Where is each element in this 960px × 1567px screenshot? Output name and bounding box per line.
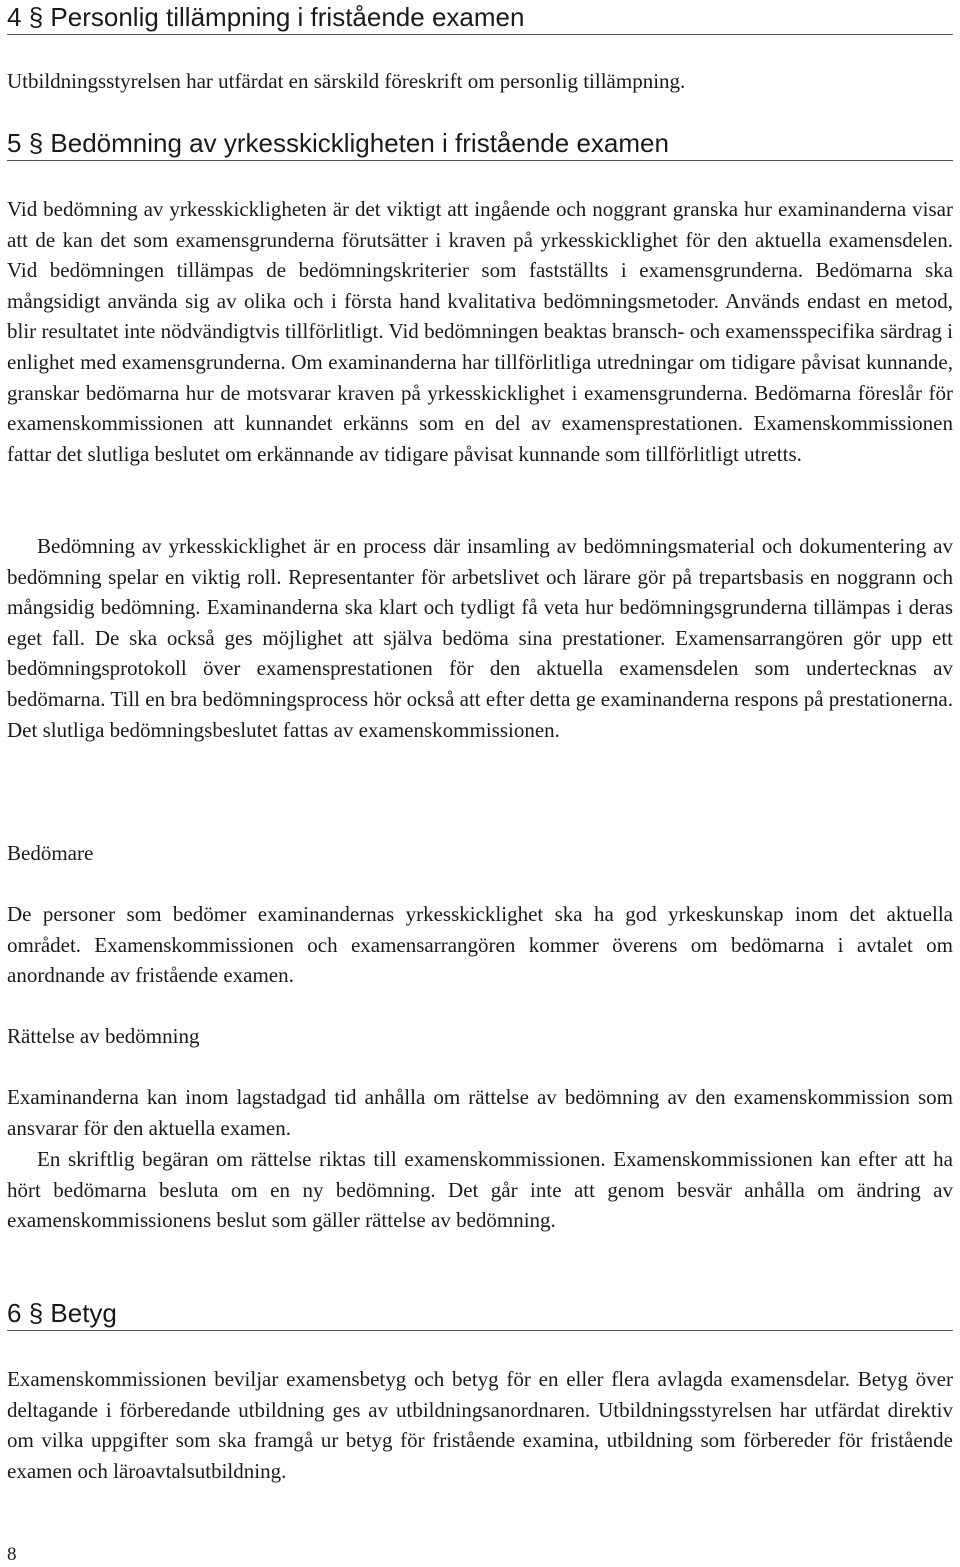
section-4-title: Personlig tillämpning i fristående examen	[50, 2, 525, 32]
section-5-number: 5	[7, 128, 22, 158]
section-5-paragraph-1: Vid bedömning av yrkesskickligheten är det viktigt att ingående och noggrant granska hur examinanderna visar att de kan det som examensgrunderna förutsätter i kraven på yrkesskicklighet för den aktuella examensdelen. Vid bedömningen tillämpas de bedömningskriterier som fastställts i examensgrunderna. Bedömarna ska mångsidigt använda sig av olika och i första hand kvalitativa bedömningsmetoder. Används endast en metod, blir resultatet inte nödvändigtvis tillförlitligt. Vid bedömningen beaktas bransch- och examensspecifika särdrag i enlighet med examensgrunderna. Om examinanderna har tillförlitliga utredningar om tidigare påvisat kunnande, granskar bedömarna hur de motsvarar kraven på yrkesskicklighet i examensgrunderna. Bedömarna föreslår för examenskommissionen att kunnandet erkänns som en del av examensprestationen. Examenskommissionen fattar det slutliga beslutet om erkännande av tidigare påvisat kunnande som tillförlitligt utretts.	[7, 197, 953, 466]
section-5-title: Bedömning av yrkesskickligheten i fristående examen	[50, 128, 669, 158]
subheading-rattelse: Rättelse av bedömning	[7, 1024, 200, 1048]
section-6-number: 6	[7, 1298, 22, 1328]
section-sign: §	[28, 128, 44, 158]
rattelse-paragraph-1: Examinanderna kan inom lagstadgad tid anhålla om rättelse av bedömning av den examenskommission som ansvarar för den aktuella examen.	[7, 1085, 953, 1140]
subheading-bedomare: Bedömare	[7, 841, 94, 865]
section-6-paragraph: Examenskommissionen beviljar examensbetyg och betyg för en eller flera avlagda examensdelar. Betyg över deltagande i förberedande utbildning ges av utbildningsanordnaren. Utbildningsstyrelsen har utfärdat direktiv om vilka uppgifter som ska framgå ur betyg för fristående examina, utbildning som förbereder för fristående examen och läroavtalsutbildning.	[7, 1367, 953, 1483]
rattelse-paragraph-2: En skriftlig begäran om rättelse riktas till examenskommissionen. Examenskommissionen kan efter att ha hört bedömarna besluta om en ny bedömning. Det går inte att genom besvär anhålla om ändring av examenskommissionens beslut som gäller rättelse av bedömning.	[7, 1147, 953, 1233]
section-6-heading	[7, 1298, 953, 1331]
bedomare-paragraph: De personer som bedömer examinandernas yrkesskicklighet ska ha god yrkeskunskap inom det aktuella området. Examenskommissionen och examensarrangören kommer överens om bedömarna i avtalet om anordnande av fristående examen.	[7, 902, 953, 988]
section-sign: §	[28, 1298, 44, 1328]
page-number: 8	[7, 1544, 17, 1565]
section-6-title: Betyg	[50, 1298, 117, 1328]
section-sign: §	[28, 2, 44, 32]
section-4-paragraph: Utbildningsstyrelsen har utfärdat en särskild föreskrift om personlig tillämpning.	[7, 69, 686, 93]
section-4-heading	[7, 2, 953, 35]
section-5-heading	[7, 128, 953, 161]
section-4-number: 4	[7, 2, 22, 32]
section-5-paragraph-2: Bedömning av yrkesskicklighet är en process där insamling av bedömningsmaterial och dokumentering av bedömning spelar en viktig roll. Representanter för arbetslivet och lärare gör på trepartsbasis en noggrann och mångsidig bedömning. Examinanderna ska klart och tydligt få veta hur bedömningsgrunderna tillämpas i deras eget fall. De ska också ges möjlighet att själva bedöma sina prestationer. Examensarrangören gör upp ett bedömningsprotokoll över examensprestationen för den aktuella examensdelen som undertecknas av bedömarna. Till en bra bedömningsprocess hör också att efter detta ge examinanderna respons på prestationerna. Det slutliga bedömningsbeslutet fattas av examenskommissionen.	[7, 534, 953, 742]
